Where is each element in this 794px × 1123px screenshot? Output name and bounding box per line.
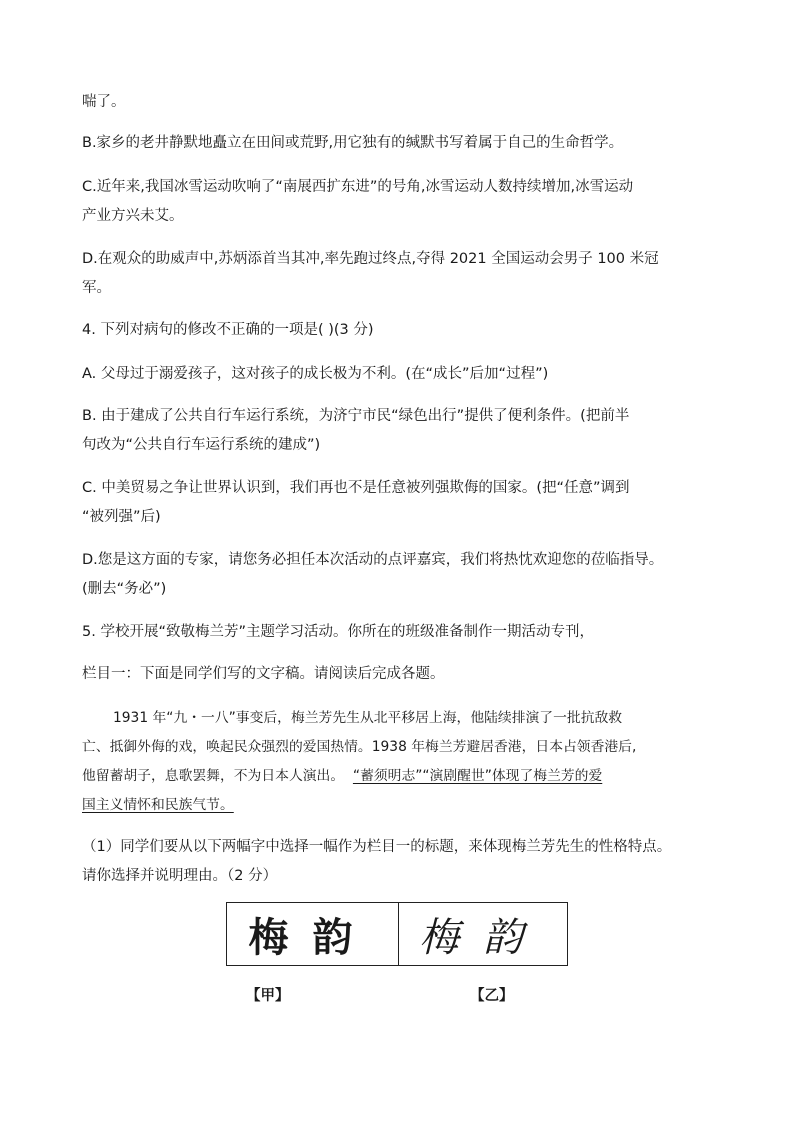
text-line: 军。 [82, 280, 111, 296]
passage-underlined-text: 国主义情怀和民族气节。 [82, 797, 234, 813]
text-line: 喘了。 [82, 94, 126, 110]
option-c-line: C.近年来,我国冰雪运动吹响了“南展西扩东进”的号角,冰雪运动人数持续增加,冰雪运动 [82, 179, 634, 195]
calligraphy-yi: 梅韵 [398, 902, 568, 966]
q4-option-d: D.您是这方面的专家，请您务必担任本次活动的点评嘉宾，我们将热忱欢迎您的莅临指导。 [82, 552, 664, 568]
option-d-line: D.在观众的助威声中,苏炳添首当其冲,率先跑过终点,夺得 2021 全国运动会男子 100 米冠 [82, 251, 659, 267]
passage-line: 亡、抵御外侮的戏，唤起民众强烈的爱国热情。1938 年梅兰芳避居香港，日本占领香港后, [82, 739, 637, 755]
calligraphy-jia-label: 【甲】 [246, 988, 290, 1004]
text-line: “被列强”后) [82, 509, 161, 525]
passage-line [82, 795, 722, 815]
question-5-title: 5. 学校开展“致敬梅兰芳”主题学习活动。你所在的班级准备制作一期活动专刊， [82, 624, 594, 640]
text-line: 请你选择并说明理由。（2 分） [82, 868, 278, 884]
calligraphy-yi-label: 【乙】 [470, 988, 514, 1004]
column-one-intro: 栏目一：下面是同学们写的文字稿。请阅读后完成各题。 [82, 666, 445, 682]
option-b-line: B.家乡的老井静默地矗立在田间或荒野,用它独有的缄默书写着属于自己的生命哲学。 [82, 135, 624, 151]
calligraphy-jia: 梅韵 [226, 902, 399, 966]
passage-line [82, 766, 722, 786]
passage-line: 1931 年“九・一八”事变后，梅兰芳先生从北平移居上海，他陆续排演了一批抗敌救 [113, 710, 623, 726]
passage-plain-text: 他留蓄胡子，息歌罢舞，不为日本人演出。 [82, 768, 345, 784]
q4-option-a: A. 父母过于溺爱孩子，这对孩子的成长极为不利。(在“成长”后加“过程”) [82, 366, 549, 382]
sub-question-1: （1）同学们要从以下两幅字中选择一幅作为栏目一的标题，来体现梅兰芳先生的性格特点。 [82, 839, 672, 855]
text-line: (删去“务必”) [82, 581, 167, 597]
question-4-title: 4. 下列对病句的修改不正确的一项是( )(3 分) [82, 322, 374, 338]
text-line: 产业方兴未艾。 [82, 208, 184, 224]
q4-option-b: B. 由于建成了公共自行车运行系统，为济宁市民“绿色出行”提供了便利条件。(把前半 [82, 408, 630, 424]
text-line: 句改为“公共自行车运行系统的建成”) [82, 437, 321, 453]
q4-option-c: C. 中美贸易之争让世界认识到，我们再也不是任意被列强欺侮的国家。(把“任意”调到 [82, 480, 630, 496]
passage-underlined-text: “蓄须明志”“演剧醒世”体现了梅兰芳的爱 [352, 768, 603, 784]
